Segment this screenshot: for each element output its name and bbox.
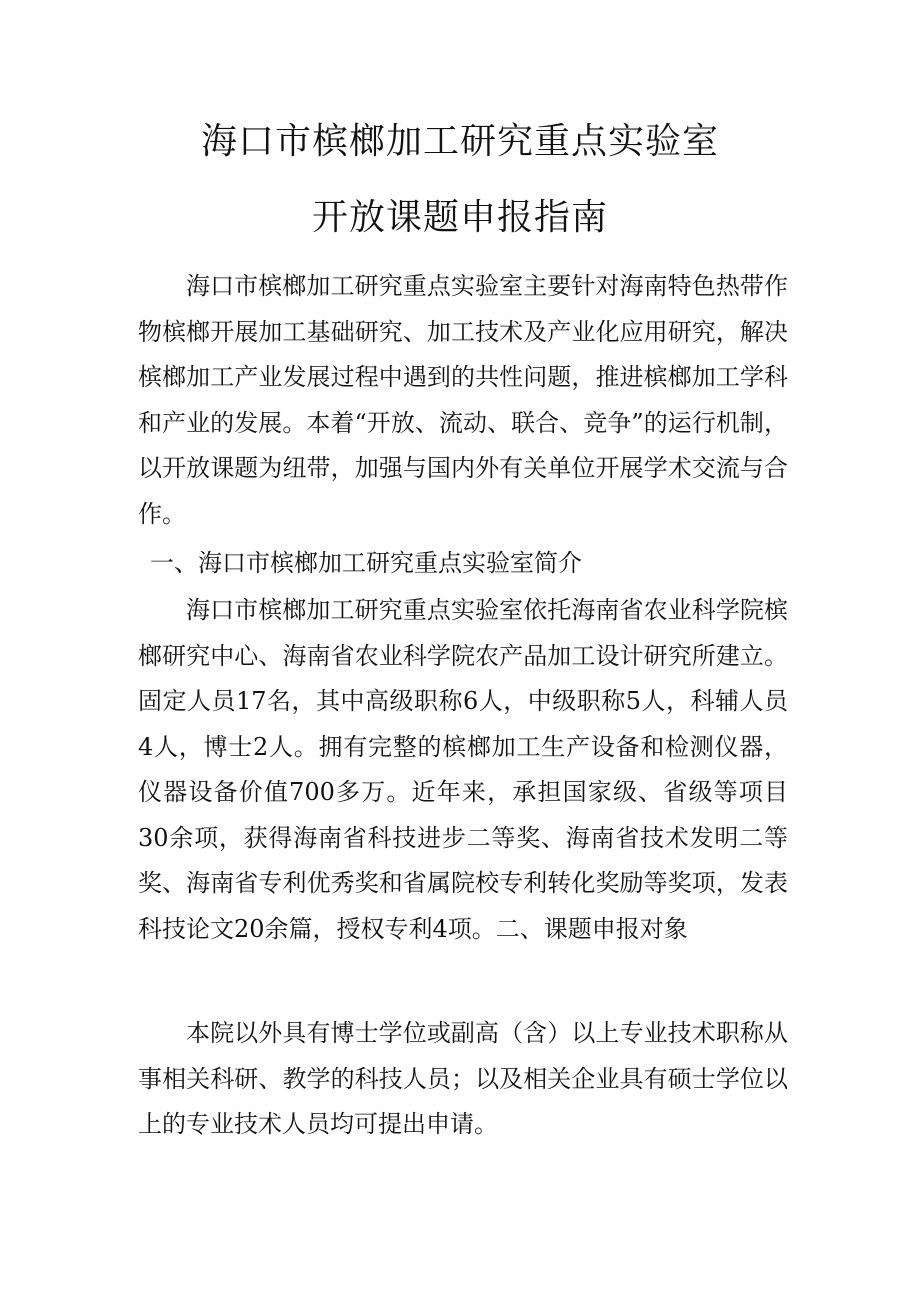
section-1-heading: 一、海口市槟榔加工研究重点实验室简介	[150, 549, 582, 577]
document-title-line-1: 海口市槟榔加工研究重点实验室	[200, 121, 719, 162]
lab-introduction-paragraph: 海口市槟榔加工研究重点实验室依托海南省农业科学院槟榔研究中心、海南省农业科学院农产品加工设计研究所建立。固定人员17名，其中高级职称6人，中级职称5人，科辅人员4人，博士2人。拥有完整的槟榔加工生产设备和检测仪器，仪器设备价值700多万。近年来，承担国家级、省级等项目30余项，获得海南省科技进步二等奖、海南省技术发明二等奖、海南省专利优秀奖和省属院校专利转化奖励等奖项，发表科技论文20余篇，授权专利4项。二、课题申报对象	[138, 596, 788, 943]
applicant-eligibility-paragraph: 本院以外具有博士学位或副高（含）以上专业技术职称从事相关科研、教学的科技人员；以及相关企业具有硕士学位以上的专业技术人员均可提出申请。	[138, 1019, 788, 1138]
intro-paragraph: 海口市槟榔加工研究重点实验室主要针对海南特色热带作物槟榔开展加工基础研究、加工技术及产业化应用研究，解决槟榔加工产业发展过程中遇到的共性问题，推进槟榔加工学科和产业的发展。本着“开放、流动、联合、竞争”的运行机制，以开放课题为纽带，加强与国内外有关单位开展学术交流与合作。	[138, 272, 788, 528]
document-title-line-2: 开放课题申报指南	[311, 197, 608, 238]
